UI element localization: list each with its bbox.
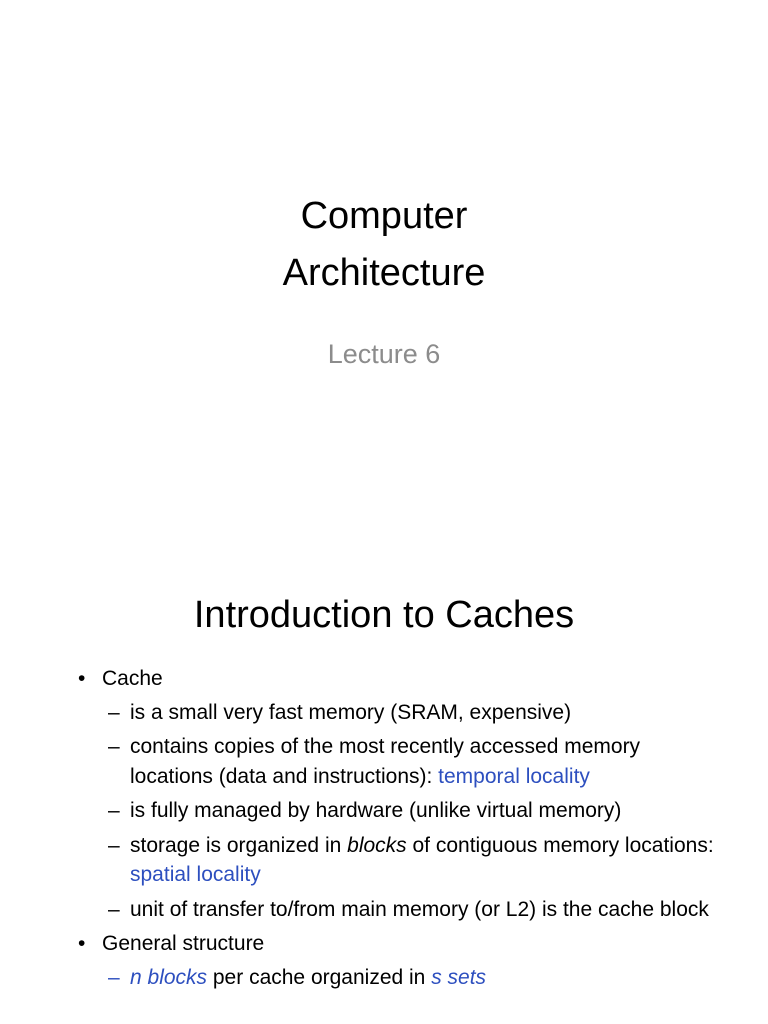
dash-icon: – (108, 897, 120, 921)
dash-icon: – (108, 799, 120, 822)
dash-icon: – (108, 833, 120, 857)
sub-bullet-text: per cache organized in (207, 965, 432, 989)
sub-bullet (78, 732, 718, 791)
slide-title-line-2: Architecture (282, 252, 486, 294)
bullet-text: Cache (102, 667, 163, 690)
sub-bullet (78, 963, 718, 993)
slide-2-title: Introduction to Caches (193, 594, 575, 636)
sub-bullet-text: storage is organized in (130, 833, 348, 857)
sub-bullet-text: is a small very fast memory (SRAM, expensive) (130, 700, 572, 724)
slide-subtitle: Lecture 6 (327, 339, 441, 369)
bullet-icon: • (78, 932, 86, 955)
bullet-list (78, 664, 718, 997)
dash-icon: – (108, 735, 120, 758)
bullet-text: General structure (102, 932, 265, 955)
bullet-cache (78, 664, 718, 694)
sub-bullet-text: unit of transfer to/from main memory (or L2) is the cache block (130, 897, 709, 921)
bullet-icon: • (78, 667, 86, 690)
slide-2 (0, 512, 768, 1024)
sub-bullet-text: contains copies of the most recently accessed memory locations (data and instructions): (130, 735, 641, 788)
spatial-locality-term: spatial locality (130, 863, 261, 886)
dash-icon: – (108, 700, 120, 724)
dash-icon: – (108, 965, 120, 989)
blocks-term: blocks (347, 833, 407, 857)
sub-bullet (78, 796, 718, 826)
sub-bullet-text: of contiguous memory locations: (406, 833, 714, 857)
sub-bullet-text: is fully managed by hardware (unlike virtual memory) (130, 799, 622, 822)
temporal-locality-term: temporal locality (438, 764, 590, 788)
sub-bullet (78, 831, 718, 890)
s-sets-term: s sets (431, 965, 487, 989)
sub-bullet (78, 698, 718, 728)
bullet-general-structure (78, 929, 718, 959)
slide-title-line-1: Computer (300, 195, 468, 237)
n-blocks-term: n blocks (130, 965, 208, 989)
sub-bullet (78, 895, 718, 925)
